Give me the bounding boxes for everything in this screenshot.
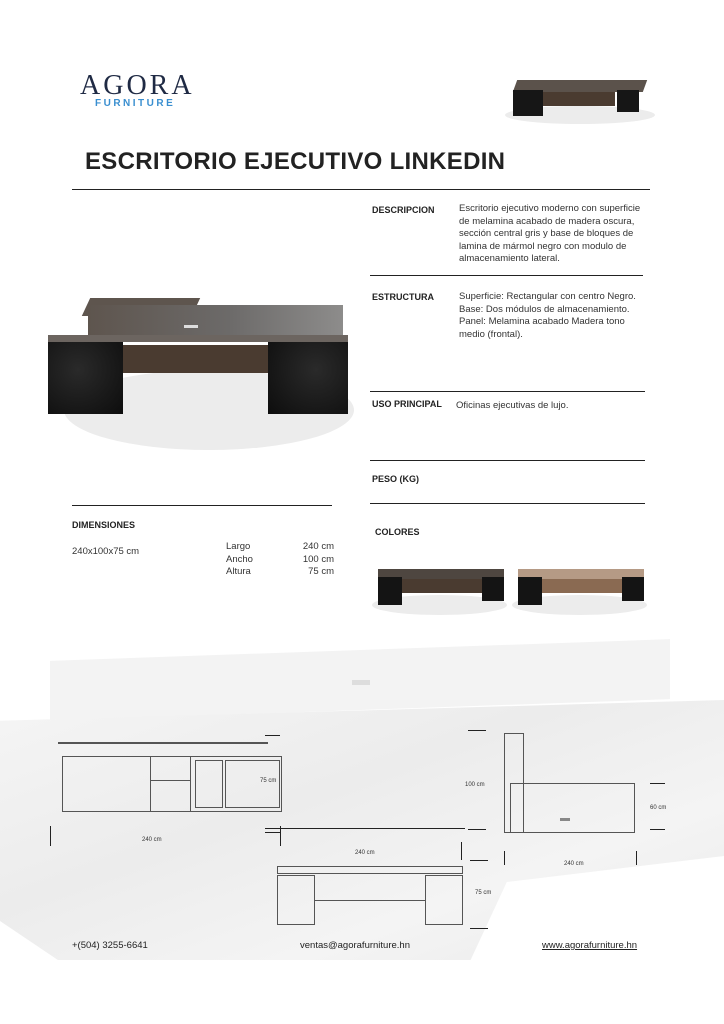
dim-row-ancho: Ancho 100 cm — [226, 553, 334, 565]
estructura-text: Superficie: Rectangular con centro Negro. Base: Dos módulos de almacenamiento. Panel: Melamina acabado Madera tono medio (frontal). — [459, 291, 636, 340]
peso-label: PESO (KG) — [372, 474, 420, 484]
dimensiones-summary: 240x100x75 cm — [72, 546, 140, 557]
product-image — [48, 295, 348, 455]
descripcion-label: DESCRIPCION — [372, 205, 435, 215]
side-view-drawing: 100 cm 60 cm 240 cm — [460, 725, 680, 875]
dimensiones-divider — [72, 505, 332, 506]
header-desk-thumbnail — [505, 68, 655, 128]
descripcion-divider — [370, 275, 643, 276]
background-desk-slot — [352, 680, 370, 685]
page-title: ESCRITORIO EJECUTIVO LINKEDIN — [85, 148, 506, 175]
dimensiones-table — [226, 541, 334, 579]
dim-row-altura: Altura 75 cm — [226, 566, 334, 577]
colores-label: COLORES — [375, 527, 420, 537]
title-divider — [72, 189, 650, 190]
front-elevation-drawing: 75 cm 240 cm — [40, 730, 300, 850]
front-view-drawing: 240 cm 75 cm — [265, 820, 495, 935]
descripcion-text: Escritorio ejecutivo moderno con superficie de melamina acabado de madera oscura, sección central gris y base de bloques de lamina de mármol negro con modulo de almacenamiento lateral. — [459, 203, 641, 264]
footer-email[interactable]: ventas@agorafurniture.hn — [300, 940, 410, 951]
dim-row-largo: Largo 240 cm — [226, 541, 334, 552]
footer-phone: +(504) 3255-6641 — [72, 940, 148, 951]
brand-logo: AGORA — [80, 70, 195, 101]
footer-website-link[interactable]: www.agorafurniture.hn — [542, 940, 638, 951]
brand-tagline: FURNITURE — [95, 98, 176, 109]
estructura-label: ESTRUCTURA — [372, 292, 434, 302]
estructura-divider — [370, 391, 645, 392]
uso-principal-value: Oficinas ejecutivas de lujo. — [456, 400, 569, 411]
color-swatch-light — [512, 565, 647, 615]
peso-divider — [370, 503, 645, 504]
uso-principal-label: USO PRINCIPAL — [372, 399, 442, 409]
uso-divider — [370, 460, 645, 461]
color-swatch-dark — [372, 565, 507, 615]
dimensiones-label: DIMENSIONES — [72, 520, 136, 530]
